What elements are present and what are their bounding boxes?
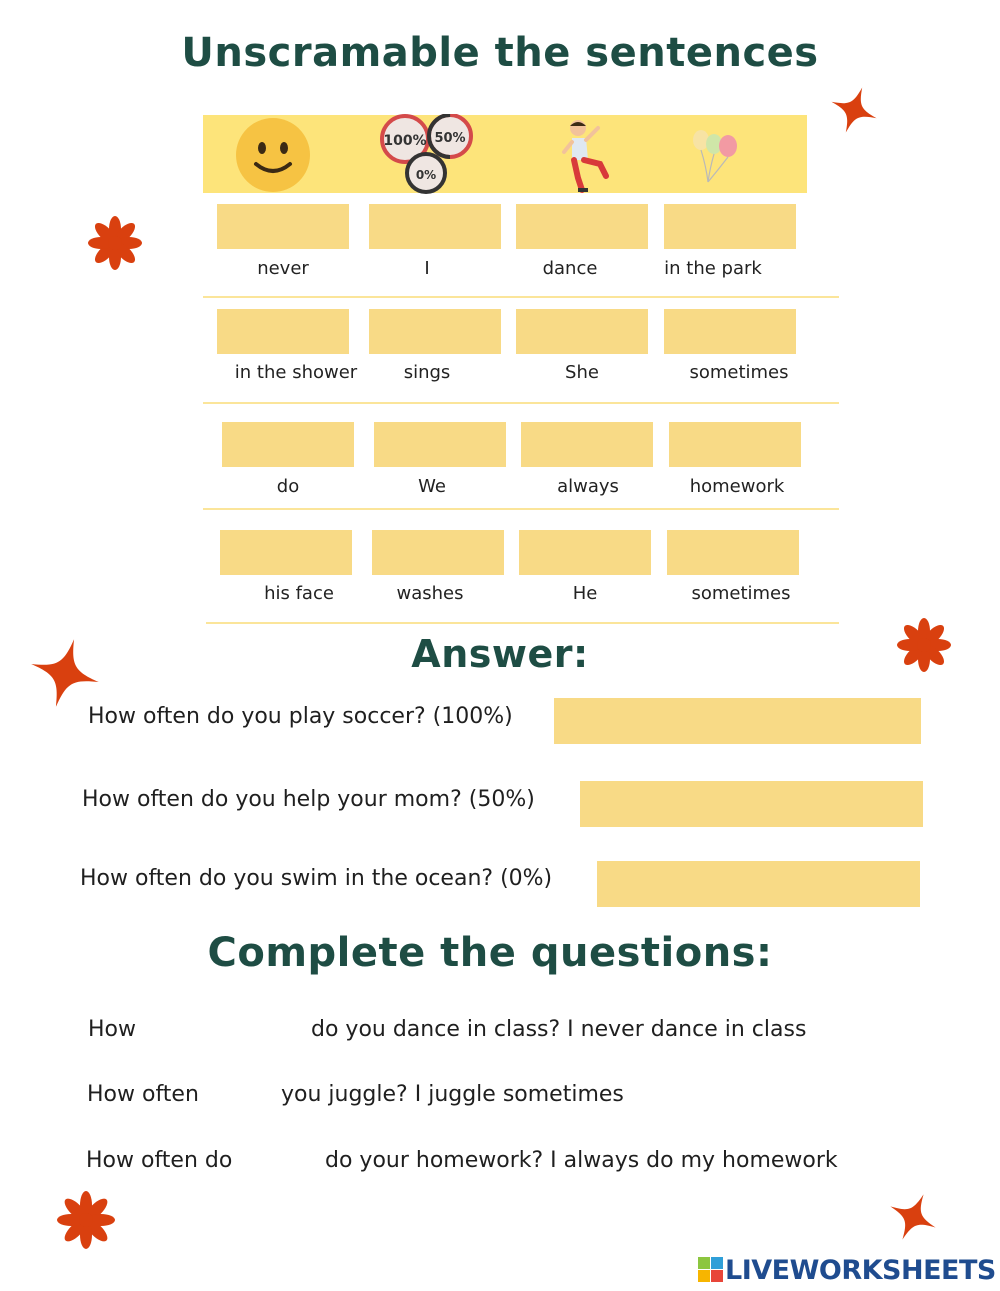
answer-slot[interactable] (664, 204, 796, 249)
answer-slot[interactable] (222, 422, 354, 467)
complete-question-start: How (88, 1017, 136, 1042)
word-chip[interactable]: homework (689, 476, 785, 497)
answer-slot[interactable] (516, 309, 648, 354)
word-chip[interactable]: in the park (664, 258, 762, 279)
page-title: Unscramable the sentences (181, 30, 819, 76)
row-divider (203, 296, 839, 298)
answer-slot[interactable] (521, 422, 653, 467)
answer-question: How often do you swim in the ocean? (0%) (80, 866, 553, 891)
word-chip[interactable]: dance (542, 258, 598, 279)
answer-slot[interactable] (519, 530, 651, 575)
row-divider (206, 622, 839, 624)
answer-slot[interactable] (217, 204, 349, 249)
star-decoration-icon (886, 1190, 940, 1244)
word-chip[interactable]: in the shower (234, 362, 358, 383)
word-chip[interactable]: She (565, 362, 599, 383)
word-chip[interactable]: washes (396, 583, 464, 604)
complete-question-end: do you dance in class? I never dance in class (311, 1017, 807, 1042)
answer-slot[interactable] (374, 422, 506, 467)
row-divider (203, 402, 839, 404)
answer-input[interactable] (554, 698, 921, 744)
answer-slot[interactable] (516, 204, 648, 249)
star-decoration-icon (828, 84, 880, 136)
liveworksheets-logo (698, 1254, 996, 1286)
complete-question-start: How often (87, 1082, 199, 1107)
answer-question: How often do you play soccer? (100%) (88, 704, 513, 729)
answer-slot[interactable] (372, 530, 504, 575)
answer-slot[interactable] (667, 530, 799, 575)
word-chip[interactable]: He (572, 583, 598, 604)
word-chip[interactable]: sings (403, 362, 451, 383)
complete-heading: Complete the questions: (207, 930, 773, 976)
word-chip[interactable]: his face (264, 583, 334, 604)
complete-question-start: How often do (86, 1148, 233, 1173)
word-chip[interactable]: always (557, 476, 619, 497)
flower-decoration-icon (86, 214, 144, 272)
smiley-icon (234, 116, 312, 194)
answer-input[interactable] (597, 861, 920, 907)
complete-question-end: do your homework? I always do my homework (325, 1148, 838, 1173)
balloons-icon (688, 126, 744, 188)
percent-label-50: 50% (434, 131, 466, 146)
word-chip[interactable]: sometimes (691, 583, 791, 604)
dancing-boy-icon (560, 118, 620, 194)
word-chip[interactable]: We (418, 476, 446, 497)
percent-label-100: 100% (383, 133, 427, 149)
answer-slot[interactable] (217, 309, 349, 354)
answer-slot[interactable] (369, 309, 501, 354)
row-divider (203, 508, 839, 510)
percentage-icon (378, 114, 478, 196)
word-chip[interactable]: sometimes (689, 362, 789, 383)
word-chip[interactable]: never (257, 258, 309, 279)
percent-label-0: 0% (415, 168, 437, 182)
answer-question: How often do you help your mom? (50%) (82, 787, 535, 812)
flower-decoration-icon (56, 1190, 116, 1250)
answer-slot[interactable] (369, 204, 501, 249)
answer-slot[interactable] (664, 309, 796, 354)
answer-slot[interactable] (220, 530, 352, 575)
answer-input[interactable] (580, 781, 923, 827)
word-chip[interactable]: do (276, 476, 300, 497)
brand-name: LIVEWORKSHEETS (725, 1254, 996, 1286)
word-chip[interactable]: I (424, 258, 430, 279)
complete-question-end: you juggle? I juggle sometimes (281, 1082, 624, 1107)
answer-heading: Answer: (411, 632, 589, 676)
liveworksheets-logo-icon (698, 1257, 724, 1283)
answer-slot[interactable] (669, 422, 801, 467)
